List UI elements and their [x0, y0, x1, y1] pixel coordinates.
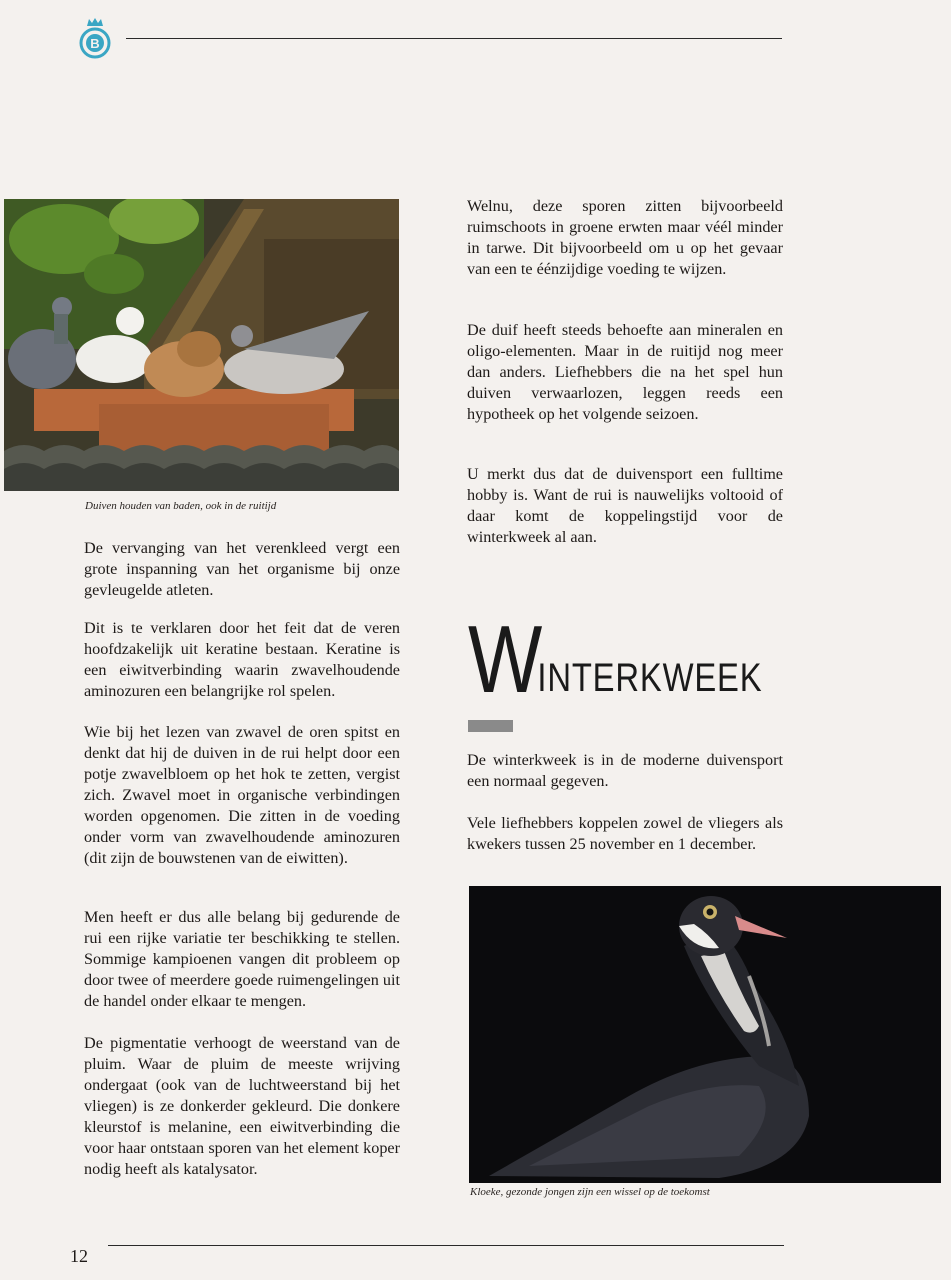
paragraph: Welnu, deze sporen zitten bijvoorbeeld ruimschoots in groene erwten maar véél minder in tarwe. Dit bijvoorbeeld om u op het gevaar van een te éénzijdige voeding te wijzen. [467, 197, 783, 278]
heading-accent-bar [468, 720, 513, 732]
photo-caption: Kloeke, gezonde jongen zijn een wissel op de toekomst [470, 1186, 710, 1198]
paragraph: De duif heeft steeds behoefte aan mineralen en oligo-elementen. Maar in de ruitijd nog meer dan anders. Liefhebbers die na het spel hun duiven verwaarlozen, leggen reeds een hypotheek op het volgende seizoen. [467, 321, 783, 423]
logo-emblem [77, 16, 113, 60]
section-heading [468, 606, 763, 713]
paragraph: De pigmentatie verhoogt de weerstand van de pluim. Waar de pluim de meeste wrijving ondergaat (ook van de luchtweerstand bij het vliegen) is ze donkerder gekleurd. Die donkere kleurstof is melanine, een eiwitverbinding die voor haar ontstaan sporen van het element koper nodig heeft als katalysator. [84, 1034, 400, 1178]
paragraph: Vele liefhebbers koppelen zowel de vliegers als kwekers tussen 25 november en 1 december. [467, 814, 783, 853]
paragraph: Dit is te verklaren door het feit dat de veren hoofdzakelijk uit keratine bestaan. Keratine is een eiwitverbinding waarin zwavelhoudende aminozuren een belangrijke rol spelen. [84, 619, 400, 700]
footer-rule [108, 1245, 784, 1246]
photo-caption: Duiven houden van baden, ook in de ruitijd [85, 500, 277, 512]
paragraph: U merkt dus dat de duivensport een fulltime hobby is. Want de rui is nauwelijks voltooid of daar komt de koppelingstijd voor de winterkweek al aan. [467, 465, 783, 546]
heading-rest: INTERKWEEK [537, 656, 763, 700]
paragraph: De winterkweek is in de moderne duivensport een normaal gegeven. [467, 751, 783, 790]
logo-letter: B [90, 36, 100, 51]
young-pigeon-photo [469, 886, 941, 1183]
page-number: 12 [70, 1246, 88, 1266]
paragraph: Men heeft er dus alle belang bij gedurende de rui een rijke variatie ter beschikking te stellen. Sommige kampioenen vangen dit probleem op door twee of meerdere goede ruimengelingen uit de handel onder elkaar te mengen. [84, 908, 400, 1010]
heading-initial: W [468, 606, 543, 713]
pigeons-bathing-photo [4, 199, 399, 491]
paragraph: Wie bij het lezen van zwavel de oren spitst en denkt dat hij de duiven in de rui helpt door een potje zwavelbloem op het hok te zetten, vergist zich. Zwavel moet in organische verbindingen worden opgenomen. Die zitten in de voeding onder vorm van zwavelhoudende aminozuren (dit zijn de bouwstenen van de eiwitten). [84, 723, 400, 867]
header-rule [126, 38, 782, 39]
paragraph: De vervanging van het verenkleed vergt een grote inspanning van het organisme bij onze gevleugelde atleten. [84, 539, 400, 599]
